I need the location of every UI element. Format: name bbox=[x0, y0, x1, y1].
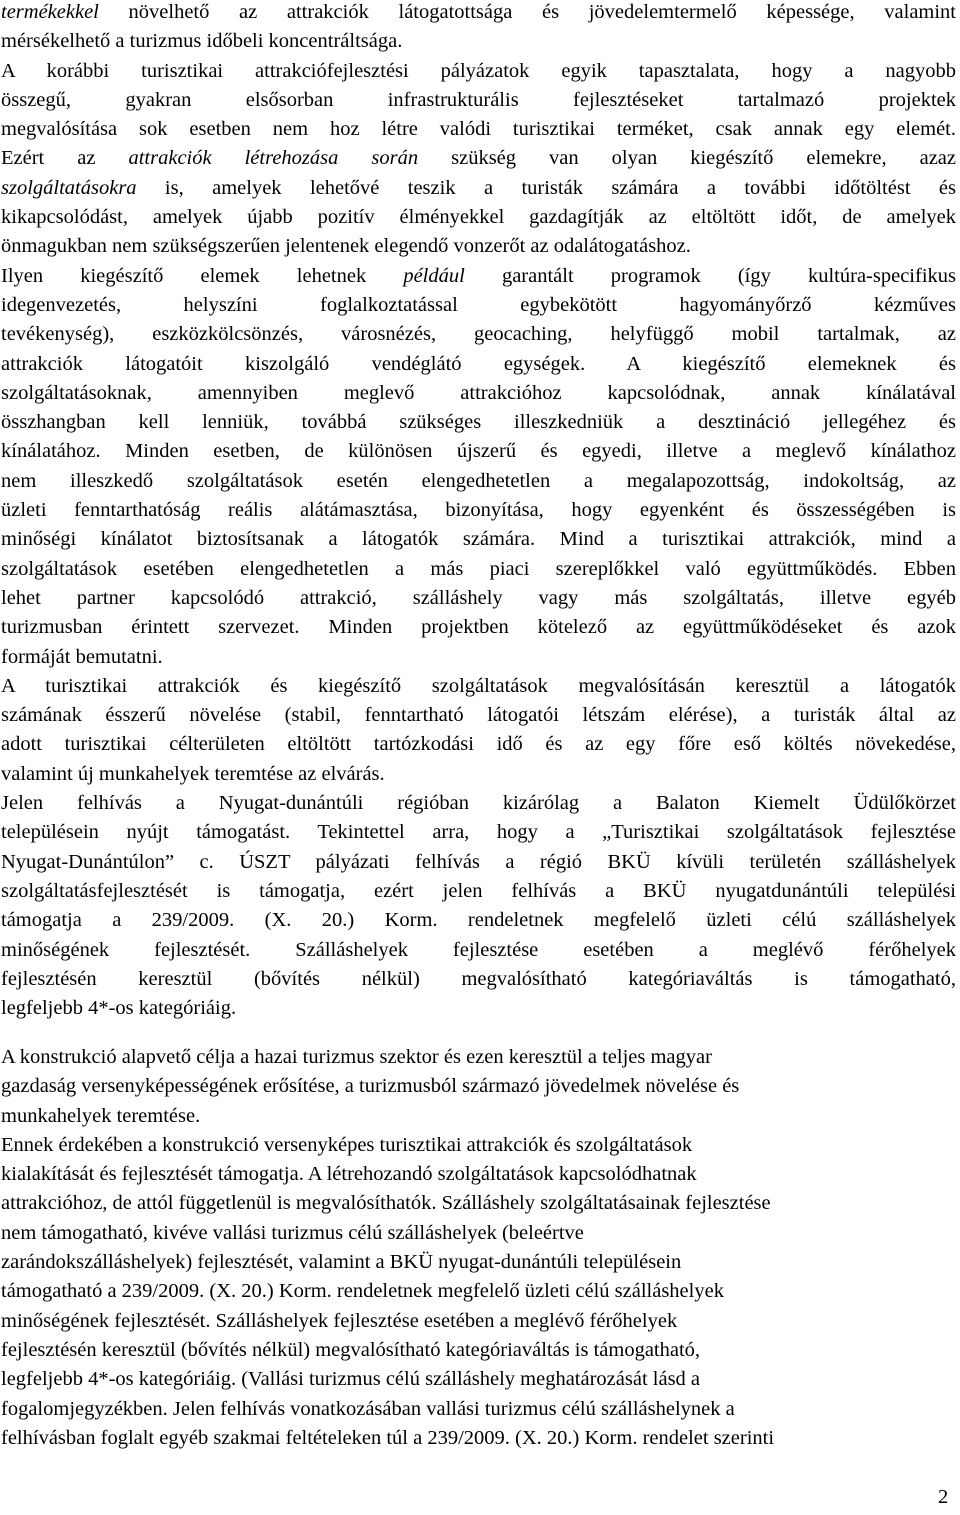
text-run: zarándokszálláshelyek) fejlesztését, valamint a BKÜ nyugat-dunántúli településein bbox=[1, 1251, 682, 1274]
italic-text-run: attrakciók létrehozása során bbox=[128, 147, 419, 170]
text-run: településein nyújt támogatást. Tekintettel arra, hogy a „Turisztikai szolgáltatások fejlesztése bbox=[1, 821, 956, 844]
text-line bbox=[1, 1102, 956, 1131]
text-run: Ennek érdekében a konstrukció versenyképes turisztikai attrakciók és szolgáltatások bbox=[1, 1133, 693, 1156]
text-run: szolgáltatások esetében elengedhetetlen a más piaci szereplőkkel való együttműködés. Ebben bbox=[1, 557, 956, 580]
text-run: lehet partner kapcsolódó attrakció, szálláshely vagy más szolgáltatás, illetve egyéb bbox=[1, 586, 956, 609]
text-run: megvalósítása sok esetben nem hoz létre valódi turisztikai terméket, csak annak egy elemét. bbox=[1, 118, 956, 141]
text-run: A konstrukció alapvető célja a hazai turizmus szektor és ezen keresztül a teljes magyar bbox=[1, 1046, 712, 1068]
text-line bbox=[1, 1131, 956, 1160]
text-line bbox=[1, 262, 956, 291]
text-run: mérsékelhető a turizmus időbeli koncentráltsága. bbox=[1, 30, 403, 53]
text-run: nem támogatható, kivéve vallási turizmus célú szálláshelyek (beleértve bbox=[1, 1221, 584, 1244]
text-line bbox=[1, 936, 956, 965]
text-line bbox=[1, 730, 956, 759]
text-run: nem illeszkedő szolgáltatások esetén elengedhetetlen a megalapozottság, indokoltság, az bbox=[1, 469, 956, 492]
text-line bbox=[1, 1072, 956, 1101]
text-block-summary bbox=[1, 1043, 956, 1453]
text-line bbox=[1, 848, 956, 877]
text-line bbox=[1, 789, 956, 818]
text-run: felhívásban foglalt egyéb szakmai feltételeken túl a 239/2009. (X. 20.) Korm. rendelet szerinti bbox=[1, 1426, 775, 1449]
text-run: is, amelyek lehetővé teszik a turisták számára a további időtöltést és bbox=[136, 176, 956, 199]
text-line bbox=[1, 408, 956, 437]
text-run: fogalomjegyzékben. Jelen felhívás vonatkozásában vallási turizmus célú szálláshelynek a bbox=[1, 1397, 735, 1420]
text-line bbox=[1, 496, 956, 525]
italic-text-run: termékekkel bbox=[1, 1, 99, 23]
text-run: Jelen felhívás a Nyugat-dunántúli régióban kizárólag a Balaton Kiemelt Üdülőkörzet bbox=[1, 792, 956, 815]
text-line bbox=[1, 379, 956, 408]
text-run: idegenvezetés, helyszíni foglalkoztatással egybekötött hagyományőrző kézműves bbox=[1, 293, 956, 316]
text-line bbox=[1, 174, 956, 203]
text-line bbox=[1, 1307, 956, 1336]
text-line bbox=[1, 1043, 956, 1072]
text-run: számának ésszerű növelése (stabil, fenntartható látogatói létszám elérése), a turisták által az bbox=[1, 704, 956, 727]
text-line bbox=[1, 1248, 956, 1277]
text-run: turizmusban érintett szervezet. Minden projektben kötelező az együttműködéseket és azok bbox=[1, 616, 956, 639]
text-run: szükség van olyan kiegészítő elemekre, azaz bbox=[418, 147, 956, 170]
text-run: attrakciók látogatóit kiszolgáló vendéglátó egységek. A kiegészítő elemeknek és bbox=[1, 352, 956, 375]
text-run: fejlesztésén keresztül (bővítés nélkül) megvalósítható kategóriaváltás is támogatható, bbox=[1, 967, 956, 990]
text-run: gazdaság versenyképességének erősítése, a turizmusból származó jövedelmek növelése és bbox=[1, 1075, 740, 1098]
text-run: Ezért az bbox=[1, 147, 129, 170]
text-line bbox=[1, 1160, 956, 1189]
text-run: Nyugat-Dunántúlon” c. ÚSZT pályázati felhívás a régió BKÜ kívüli területén szálláshelyek bbox=[1, 850, 956, 873]
text-run: attrakcióhoz, de attól függetlenül is megvalósíthatók. Szálláshely szolgáltatásainak fejlesztése bbox=[1, 1192, 771, 1215]
text-line bbox=[1, 1219, 956, 1248]
text-line bbox=[1, 320, 956, 349]
text-run: növelhető az attrakciók látogatottsága és jövedelemtermelő képessége, valamint bbox=[98, 1, 956, 23]
text-run: támogatja a 239/2009. (X. 20.) Korm. rendeletnek megfelelő üzleti célú szálláshelyek bbox=[1, 909, 956, 932]
text-line bbox=[1, 437, 956, 466]
text-line bbox=[1, 643, 956, 672]
text-run: kialakítását és fejlesztését támogatja. A létrehozandó szolgáltatások kapcsolódhatnak bbox=[1, 1163, 697, 1186]
text-block-main bbox=[1, 0, 956, 1023]
text-run: üzleti fenntarthatóság reális alátámasztása, bizonyítása, hogy egyenként és összességében is bbox=[1, 499, 956, 522]
text-line bbox=[1, 672, 956, 701]
text-line bbox=[1, 86, 956, 115]
text-run: szolgáltatásoknak, amennyiben meglevő attrakcióhoz kapcsolódnak, annak kínálatával bbox=[1, 381, 956, 404]
text-run: adott turisztikai célterületen eltöltött tartózkodási idő és az egy főre eső költés növekedése, bbox=[1, 733, 956, 756]
text-run: A turisztikai attrakciók és kiegészítő szolgáltatások megvalósításán keresztül a látogatók bbox=[1, 674, 956, 697]
text-run: A korábbi turisztikai attrakciófejlesztési pályázatok egyik tapasztalata, hogy a nagyobb bbox=[1, 59, 956, 82]
text-run: minőségének fejlesztését. Szálláshelyek fejlesztése esetében a meglévő férőhelyek bbox=[1, 1309, 678, 1332]
text-line bbox=[1, 760, 956, 789]
text-line bbox=[1, 203, 956, 232]
italic-text-run: szolgáltatásokra bbox=[1, 176, 137, 199]
text-line bbox=[1, 877, 956, 906]
text-run: minőségi kínálatot biztosítsanak a látogatók számára. Mind a turisztikai attrakciók, mind a bbox=[1, 528, 956, 551]
text-run: szolgáltatásfejlesztését is támogatja, ezért jelen felhívás a BKÜ nyugatdunántúli települési bbox=[1, 879, 956, 902]
italic-text-run: például bbox=[403, 264, 465, 287]
text-line bbox=[1, 1277, 956, 1306]
text-line bbox=[1, 1395, 956, 1424]
text-run: formáját bemutatni. bbox=[1, 645, 163, 668]
text-line bbox=[1, 115, 956, 144]
text-run: önmagukban nem szükségszerűen jelentenek elegendő vonzerőt az odalátogatáshoz. bbox=[1, 235, 691, 258]
text-run: garantált programok (így kultúra-specifikus bbox=[464, 264, 956, 287]
text-line bbox=[1, 144, 956, 173]
page-number: 2 bbox=[938, 1486, 949, 1508]
text-run: fejlesztésén keresztül (bővítés nélkül) megvalósítható kategóriaváltás is támogatható, bbox=[1, 1338, 701, 1361]
text-line bbox=[1, 613, 956, 642]
text-line bbox=[1, 818, 956, 847]
text-line bbox=[1, 906, 956, 935]
text-line bbox=[1, 1189, 956, 1218]
text-line bbox=[1, 232, 956, 261]
text-line bbox=[1, 57, 956, 86]
text-line bbox=[1, 555, 956, 584]
text-run: minőségének fejlesztését. Szálláshelyek fejlesztése esetében a meglévő férőhelyek bbox=[1, 938, 956, 961]
text-line bbox=[1, 965, 956, 994]
text-line bbox=[1, 0, 956, 27]
text-run: összhangban kell lenniük, továbbá szükséges illeszkedniük a desztináció jellegéhez és bbox=[1, 411, 956, 434]
text-line bbox=[1, 994, 956, 1023]
text-line bbox=[1, 467, 956, 496]
text-run: kínálatához. Minden esetben, de különösen újszerű és egyedi, illetve a meglevő kínálathoz bbox=[1, 440, 956, 463]
text-run: valamint új munkahelyek teremtése az elvárás. bbox=[1, 762, 385, 785]
text-line bbox=[1, 1365, 956, 1394]
text-line bbox=[1, 584, 956, 613]
text-line bbox=[1, 291, 956, 320]
text-run: összegű, gyakran elsősorban infrastrukturális fejlesztéseket tartalmazó projektek bbox=[1, 88, 956, 111]
text-line bbox=[1, 1336, 956, 1365]
text-line bbox=[1, 525, 956, 554]
text-run: munkahelyek teremtése. bbox=[1, 1104, 201, 1127]
text-line bbox=[1, 701, 956, 730]
text-run: legfeljebb 4*-os kategóriáig. (Vallási turizmus célú szálláshely meghatározását lásd a bbox=[1, 1368, 701, 1391]
text-run: legfeljebb 4*-os kategóriáig. bbox=[1, 997, 237, 1020]
text-run: kikapcsolódást, amelyek újabb pozitív élményekkel gazdagítják az eltöltött időt, de amelyek bbox=[1, 206, 956, 229]
text-run: tevékenység), eszközkölcsönzés, városnézés, geocaching, helyfüggő mobil tartalmak, az bbox=[1, 323, 956, 346]
text-line bbox=[1, 27, 956, 56]
text-run: Ilyen kiegészítő elemek lehetnek bbox=[1, 264, 404, 287]
text-line bbox=[1, 1424, 956, 1453]
text-run: támogatható a 239/2009. (X. 20.) Korm. rendeletnek megfelelő üzleti célú szálláshelyek bbox=[1, 1280, 724, 1303]
text-line bbox=[1, 350, 956, 379]
